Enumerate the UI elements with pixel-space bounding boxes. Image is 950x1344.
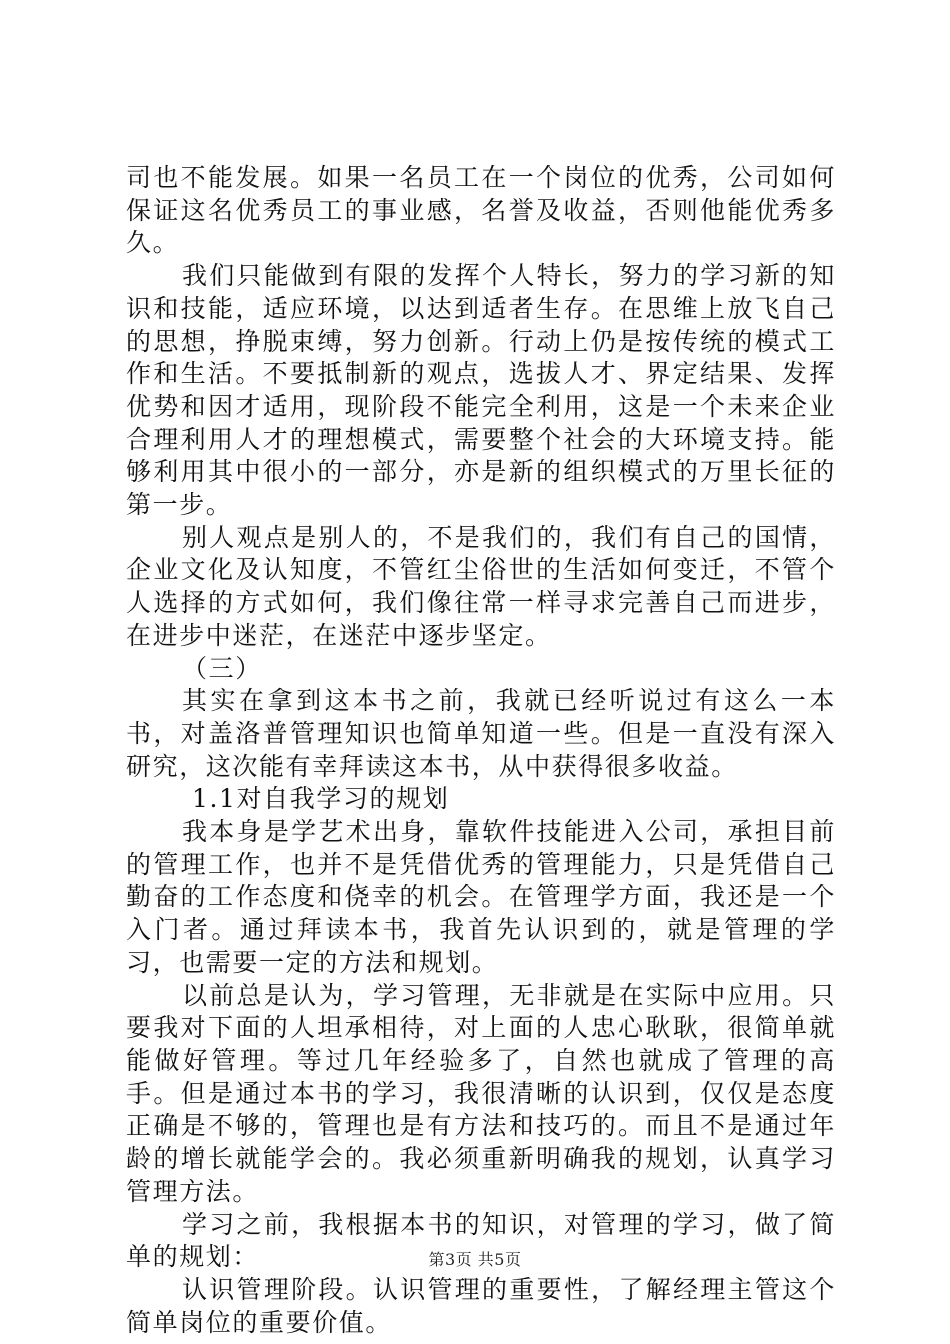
paragraph: 学习之前，我根据本书的知识，对管理的学习，做了简单的规划： <box>126 1209 836 1272</box>
paragraph: 别人观点是别人的，不是我们的，我们有自己的国情，企业文化及认知度，不管红尘俗世的生活如何变迁，不管个人选择的方式如何，我们像往常一样寻求完善自己而进步，在进步中迷茫，在迷茫中逐步坚定。 <box>126 522 836 650</box>
document-body <box>126 162 836 1339</box>
paragraph: 我本身是学艺术出身，靠软件技能进入公司，承担目前的管理工作，也并不是凭借优秀的管理能力，只是凭借自己勤奋的工作态度和侥幸的机会。在管理学方面，我还是一个入门者。通过拜读本书，我首先认识到的，就是管理的学习，也需要一定的方法和规划。 <box>126 817 836 977</box>
paragraph-continuation: 司也不能发展。如果一名员工在一个岗位的优秀，公司如何保证这名优秀员工的事业感，名誉及收益，否则他能优秀多久。 <box>126 163 836 258</box>
subsection-heading: 1.1对自我学习的规划 <box>192 784 450 814</box>
section-heading: （三） <box>182 653 262 683</box>
paragraph: 我们只能做到有限的发挥个人特长，努力的学习新的知识和技能，适应环境，以达到适者生存。在思维上放飞自己的思想，挣脱束缚，努力创新。行动上仍是按传统的模式工作和生活。不要抵制新的观点，选拔人才、界定结果、发挥优势和因才适用，现阶段不能完全利用，这是一个未来企业合理利用人才的理想模式，需要整个社会的大环境支持。能够利用其中很小的一部分，亦是新的组织模式的万里长征的第一步。 <box>126 261 836 520</box>
paragraph: 认识管理阶段。认识管理的重要性，了解经理主管这个简单岗位的重要价值。 <box>126 1274 836 1337</box>
paragraph: 其实在拿到这本书之前，我就已经听说过有这么一本书，对盖洛普管理知识也简单知道一些。但是一直没有深入研究，这次能有幸拜读这本书，从中获得很多收益。 <box>126 686 836 781</box>
page-number-footer: 第3页 共5页 <box>428 1250 522 1269</box>
paragraph: 以前总是认为，学习管理，无非就是在实际中应用。只要我对下面的人坦承相待，对上面的人忠心耿耿，很简单就能做好管理。等过几年经验多了，自然也就成了管理的高手。但是通过本书的学习，我很清晰的认识到，仅仅是态度正确是不够的，管理也是有方法和技巧的。而且不是通过年龄的增长就能学会的。我必须重新明确我的规划，认真学习管理方法。 <box>126 980 836 1206</box>
